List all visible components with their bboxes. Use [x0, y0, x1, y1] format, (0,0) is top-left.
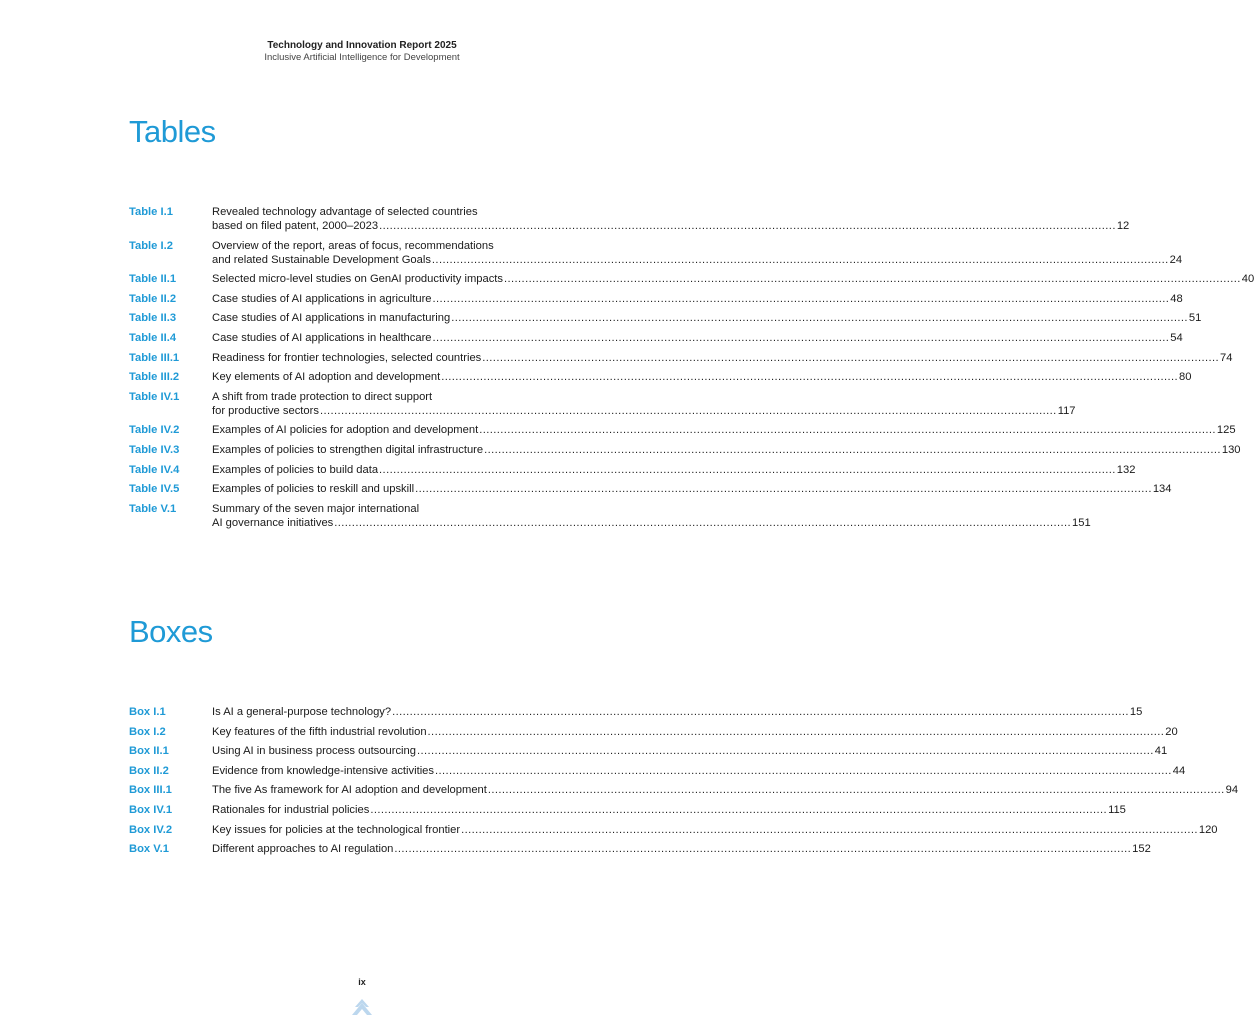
table-leader-line — [212, 272, 1254, 286]
table-page-number[interactable]: 130 — [1221, 443, 1241, 456]
chevron-up-icon[interactable] — [350, 997, 374, 1017]
table-title-line: Examples of policies to reskill and upskill — [212, 483, 415, 496]
table-title — [212, 292, 1183, 306]
dot-leader — [451, 311, 1188, 325]
box-title — [212, 823, 1218, 837]
box-leader-line — [212, 842, 1151, 856]
table-leader-line — [212, 351, 1232, 365]
table-page-number[interactable]: 132 — [1116, 463, 1136, 476]
box-entry[interactable] — [129, 823, 1218, 837]
table-leader-line — [212, 292, 1183, 306]
table-number: Table IV.3 — [129, 443, 180, 456]
box-leader-line — [212, 705, 1142, 719]
dot-leader — [392, 705, 1129, 719]
dot-leader — [488, 783, 1225, 797]
box-number: Box V.1 — [129, 843, 170, 856]
box-title-line: The five As framework for AI adoption and development — [212, 784, 487, 797]
dot-leader — [379, 463, 1116, 477]
table-title-line: Examples of AI policies for adoption and development — [212, 424, 479, 437]
table-entry[interactable] — [129, 239, 1183, 267]
box-leader-line — [212, 783, 1238, 797]
table-number: Table II.3 — [129, 312, 177, 325]
table-number: Table II.4 — [129, 331, 177, 344]
running-header — [0, 40, 724, 64]
table-title — [212, 272, 1254, 286]
table-page-number[interactable]: 125 — [1216, 424, 1236, 437]
table-title — [212, 423, 1236, 437]
table-title-line: Key elements of AI adoption and development — [212, 371, 441, 384]
table-page-number[interactable]: 151 — [1072, 516, 1091, 529]
box-number: Box III.1 — [129, 784, 172, 797]
table-number: Table IV.2 — [129, 424, 180, 437]
dot-leader — [504, 272, 1241, 286]
box-title-line: Key issues for policies at the technological frontier — [212, 823, 461, 836]
table-number: Table I.2 — [129, 239, 173, 252]
dot-leader — [394, 842, 1131, 856]
box-number: Box IV.2 — [129, 823, 173, 836]
box-leader-line — [212, 725, 1178, 739]
table-entry[interactable] — [129, 370, 1192, 384]
table-leader-line — [212, 516, 1091, 530]
table-title-line: Selected micro-level studies on GenAI productivity impacts — [212, 273, 504, 286]
box-leader-line — [212, 764, 1185, 778]
table-title-line: Examples of policies to strengthen digital infrastructure — [212, 443, 484, 456]
table-entry[interactable] — [129, 502, 1091, 530]
table-title — [212, 331, 1183, 345]
table-leader-line — [212, 404, 1076, 418]
dot-leader — [433, 331, 1170, 345]
table-leader-line — [212, 443, 1241, 457]
table-entry[interactable] — [129, 463, 1136, 477]
table-page-number[interactable]: 12 — [1116, 220, 1130, 232]
boxes-list — [129, 705, 1239, 862]
table-entry[interactable] — [129, 482, 1172, 496]
box-title-line: Rationales for industrial policies — [212, 803, 370, 816]
table-title — [212, 239, 1182, 267]
box-title-line: Is AI a general-purpose technology? — [212, 706, 392, 718]
table-number: Table IV.4 — [129, 463, 180, 476]
box-page-number[interactable]: 120 — [1198, 823, 1218, 836]
table-number: Table I.1 — [129, 206, 173, 218]
table-page-number[interactable]: 74 — [1220, 351, 1233, 364]
dot-leader — [432, 253, 1169, 267]
table-page-number[interactable]: 51 — [1188, 312, 1202, 325]
box-number: Box I.1 — [129, 706, 166, 718]
table-number: Table II.1 — [129, 273, 177, 286]
table-title — [212, 463, 1135, 477]
table-leader-line — [212, 423, 1236, 437]
dot-leader — [435, 764, 1172, 778]
box-entry[interactable] — [129, 705, 1143, 719]
box-number: Box II.2 — [129, 764, 169, 777]
box-leader-line — [212, 744, 1167, 758]
table-entry[interactable] — [129, 443, 1241, 457]
box-title-line: Using AI in business process outsourcing — [212, 745, 416, 758]
table-title-line: Case studies of AI applications in healthcare — [212, 331, 432, 344]
table-title-line: and related Sustainable Development Goals — [212, 253, 431, 266]
box-leader-line — [212, 803, 1126, 817]
dot-leader — [484, 443, 1221, 457]
dot-leader — [334, 516, 1071, 530]
dot-leader — [482, 351, 1219, 365]
box-page-number[interactable]: 41 — [1154, 745, 1168, 758]
table-title — [212, 482, 1172, 496]
box-title — [212, 783, 1238, 797]
box-title-line: Key features of the fifth industrial revolution — [212, 725, 427, 738]
box-title-line: Evidence from knowledge-intensive activities — [212, 764, 434, 777]
table-number: Table III.1 — [129, 351, 180, 364]
table-title-line: Case studies of AI applications in manufacturing — [212, 312, 451, 325]
table-title-line: Readiness for frontier technologies, selected countries — [212, 351, 482, 364]
tables-heading: Tables — [129, 114, 216, 149]
box-leader-line — [212, 823, 1218, 837]
table-title — [212, 390, 1076, 418]
box-title — [212, 842, 1151, 856]
table-number: Table II.2 — [129, 292, 177, 305]
table-page-number[interactable]: 48 — [1170, 292, 1183, 305]
dot-leader — [379, 219, 1116, 233]
box-title — [212, 744, 1167, 758]
dot-leader — [441, 370, 1178, 384]
box-title — [212, 705, 1142, 719]
dot-leader — [433, 292, 1170, 306]
table-entry[interactable] — [129, 311, 1202, 325]
report-subtitle: Inclusive Artificial Intelligence for Development — [264, 52, 460, 63]
dot-leader — [417, 744, 1154, 758]
table-title-line: A shift from trade protection to direct support — [212, 390, 433, 403]
table-number: Table III.2 — [129, 371, 180, 384]
box-title — [212, 764, 1185, 778]
table-leader-line — [212, 370, 1191, 384]
box-number: Box IV.1 — [129, 803, 173, 816]
box-entry[interactable] — [129, 783, 1239, 797]
table-leader-line — [212, 219, 1129, 233]
dot-leader — [415, 482, 1152, 496]
table-page-number[interactable]: 40 — [1241, 273, 1254, 286]
table-leader-line — [212, 331, 1183, 345]
table-title-line: Overview of the report, areas of focus, recommendations — [212, 239, 494, 252]
table-number: Table IV.5 — [129, 483, 180, 496]
box-entry[interactable] — [129, 764, 1186, 778]
box-entry[interactable] — [129, 842, 1151, 856]
box-title-line: Different approaches to AI regulation — [212, 843, 394, 856]
box-entry[interactable] — [129, 744, 1168, 758]
boxes-heading: Boxes — [129, 614, 213, 649]
dot-leader — [479, 423, 1216, 437]
table-page-number[interactable]: 117 — [1057, 404, 1076, 417]
table-page-number[interactable]: 80 — [1179, 371, 1192, 384]
dot-leader — [320, 404, 1057, 418]
table-entry[interactable] — [129, 205, 1130, 233]
table-title-line: based on filed patent, 2000–2023 — [212, 220, 379, 232]
tables-list — [129, 205, 1254, 535]
table-title-line: Summary of the seven major international — [212, 502, 420, 515]
table-page-number[interactable]: 54 — [1170, 331, 1183, 344]
box-title — [212, 725, 1178, 739]
box-page-number[interactable]: 115 — [1108, 803, 1126, 816]
table-title-line: AI governance initiatives — [212, 516, 334, 529]
table-title — [212, 351, 1232, 365]
table-title — [212, 443, 1241, 457]
table-title — [212, 311, 1201, 325]
table-entry[interactable] — [129, 292, 1183, 306]
table-entry[interactable] — [129, 390, 1076, 418]
table-title-line: Examples of policies to build data — [212, 463, 379, 476]
table-entry[interactable] — [129, 423, 1236, 437]
table-entry[interactable] — [129, 272, 1254, 286]
table-title — [212, 205, 1129, 233]
box-page-number[interactable]: 44 — [1172, 764, 1186, 777]
table-entry[interactable] — [129, 351, 1233, 365]
table-title-line: Case studies of AI applications in agriculture — [212, 292, 432, 305]
table-page-number[interactable]: 24 — [1169, 253, 1183, 266]
table-page-number[interactable]: 134 — [1152, 483, 1172, 496]
table-leader-line — [212, 482, 1172, 496]
box-page-number[interactable]: 15 — [1129, 706, 1143, 718]
table-title — [212, 370, 1191, 384]
box-entry[interactable] — [129, 725, 1178, 739]
box-number: Box II.1 — [129, 745, 169, 758]
table-title — [212, 502, 1091, 530]
table-leader-line — [212, 311, 1201, 325]
box-page-number[interactable]: 152 — [1132, 843, 1151, 856]
table-leader-line — [212, 463, 1135, 477]
table-title-line: Revealed technology advantage of selected countries — [212, 206, 478, 218]
table-number: Table IV.1 — [129, 390, 180, 403]
box-number: Box I.2 — [129, 725, 166, 738]
report-title: Technology and Innovation Report 2025 — [267, 40, 457, 51]
box-page-number[interactable]: 94 — [1225, 784, 1239, 797]
table-entry[interactable] — [129, 331, 1183, 345]
table-number: Table V.1 — [129, 502, 177, 515]
page-number: ix — [358, 977, 366, 987]
dot-leader — [428, 725, 1165, 739]
dot-leader — [461, 823, 1198, 837]
table-title-line: for productive sectors — [212, 404, 319, 417]
dot-leader — [370, 803, 1107, 817]
box-title — [212, 803, 1126, 817]
box-entry[interactable] — [129, 803, 1126, 817]
box-page-number[interactable]: 20 — [1165, 725, 1178, 738]
table-leader-line — [212, 253, 1182, 267]
